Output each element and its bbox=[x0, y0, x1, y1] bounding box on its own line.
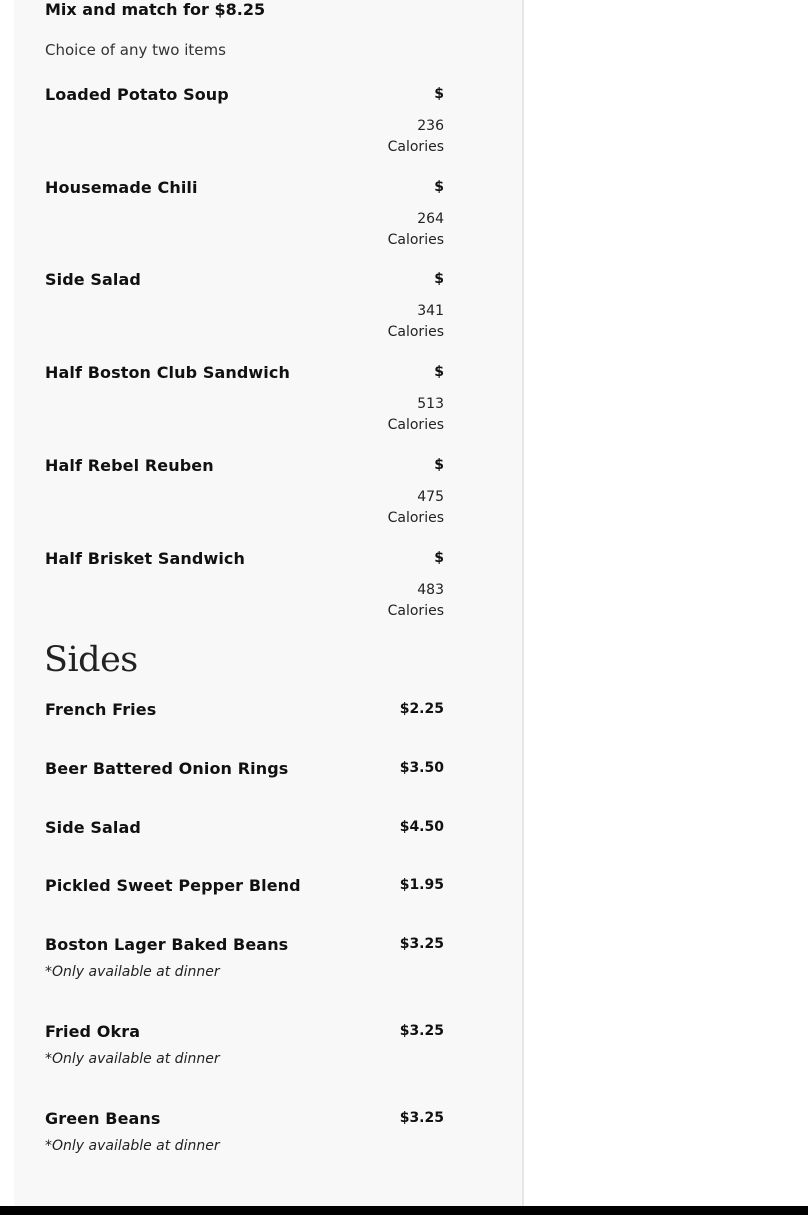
combo-item-calories-label: Calories bbox=[387, 417, 444, 433]
side-item-name[interactable]: Fried Okra bbox=[45, 1022, 141, 1041]
side-item-note: *Only available at dinner bbox=[45, 1138, 220, 1154]
combo-item-calories: 513 bbox=[417, 396, 444, 412]
side-item-price: $2.25 bbox=[399, 701, 444, 717]
side-item-price: $3.25 bbox=[399, 936, 444, 952]
combo-item-name[interactable]: Side Salad bbox=[45, 270, 141, 289]
combo-item-calories-label: Calories bbox=[387, 324, 444, 340]
sides-section-title: Sides bbox=[44, 640, 138, 680]
combo-item-price: $ bbox=[434, 86, 444, 102]
combo-item-calories: 341 bbox=[417, 303, 444, 319]
combo-item-calories-label: Calories bbox=[387, 232, 444, 248]
combo-item-calories-label: Calories bbox=[387, 139, 444, 155]
combo-item-price: $ bbox=[434, 364, 444, 380]
side-item-name[interactable]: Boston Lager Baked Beans bbox=[45, 935, 289, 954]
combo-item-name[interactable]: Half Brisket Sandwich bbox=[45, 549, 245, 568]
combo-item-price: $ bbox=[434, 271, 444, 287]
combo-title: Mix and match for $8.25 bbox=[45, 0, 266, 19]
combo-item-price: $ bbox=[434, 179, 444, 195]
combo-item-calories-label: Calories bbox=[387, 603, 444, 619]
side-item-name[interactable]: Beer Battered Onion Rings bbox=[45, 759, 289, 778]
side-item-note: *Only available at dinner bbox=[45, 1051, 220, 1067]
combo-item-name[interactable]: Housemade Chili bbox=[45, 178, 198, 197]
menu-panel bbox=[14, 0, 524, 1206]
side-item-name[interactable]: Pickled Sweet Pepper Blend bbox=[45, 876, 301, 895]
side-item-name[interactable]: French Fries bbox=[45, 700, 157, 719]
side-item-note: *Only available at dinner bbox=[45, 964, 220, 980]
combo-subtitle: Choice of any two items bbox=[45, 41, 226, 59]
side-item-name[interactable]: Green Beans bbox=[45, 1109, 161, 1128]
combo-item-name[interactable]: Half Boston Club Sandwich bbox=[45, 363, 290, 382]
combo-item-calories: 264 bbox=[417, 211, 444, 227]
bottom-bar bbox=[0, 1206, 808, 1215]
side-item-price: $4.50 bbox=[399, 819, 444, 835]
combo-item-name[interactable]: Loaded Potato Soup bbox=[45, 85, 229, 104]
combo-item-name[interactable]: Half Rebel Reuben bbox=[45, 456, 214, 475]
side-item-name[interactable]: Side Salad bbox=[45, 818, 141, 837]
combo-item-calories-label: Calories bbox=[387, 510, 444, 526]
combo-item-price: $ bbox=[434, 457, 444, 473]
combo-item-calories: 475 bbox=[417, 489, 444, 505]
side-item-price: $3.25 bbox=[399, 1110, 444, 1126]
side-item-price: $3.50 bbox=[399, 760, 444, 776]
combo-item-calories: 236 bbox=[417, 118, 444, 134]
side-item-price: $1.95 bbox=[399, 877, 444, 893]
combo-item-calories: 483 bbox=[417, 582, 444, 598]
combo-item-price: $ bbox=[434, 550, 444, 566]
side-item-price: $3.25 bbox=[399, 1023, 444, 1039]
